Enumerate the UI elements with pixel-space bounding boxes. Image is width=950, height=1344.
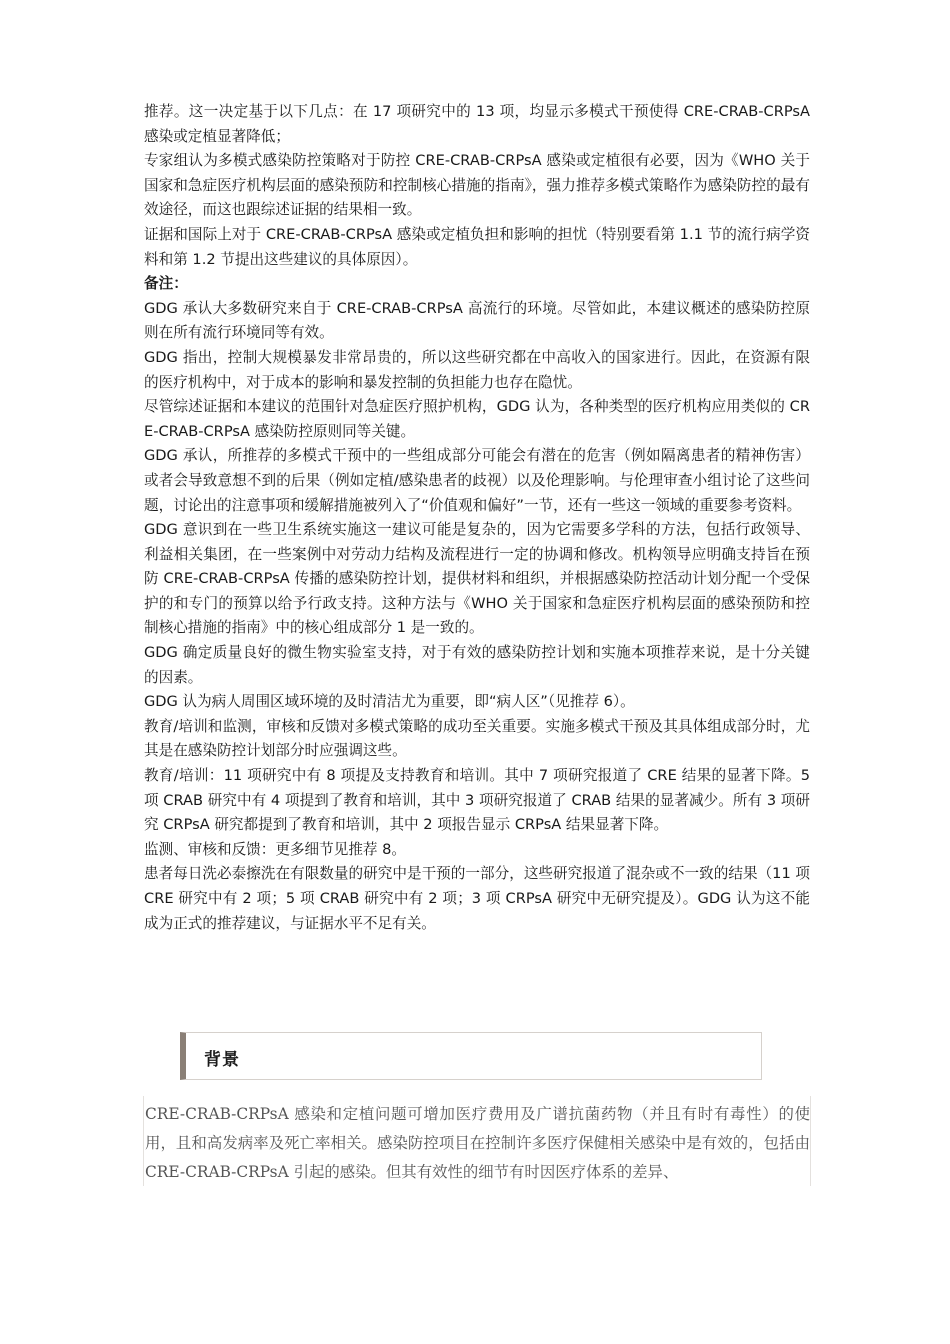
paragraph-remark-scope: 尽管综述证据和本建议的范围针对急症医疗照护机构，GDG 认为，各种类型的医疗机构应用类似的 CRE-CRAB-CRPsA 感染防控原则同等关键。 [144, 398, 810, 440]
section-header-background [180, 1032, 762, 1080]
paragraph-remark-prevalence: GDG 承认大多数研究来自于 CRE-CRAB-CRPsA 高流行的环境。尽管如此，本建议概述的感染防控原则在所有流行环境同等有效。 [144, 299, 810, 342]
paragraph-rationale: 推荐。这一决定基于以下几点：在 17 项研究中的 13 项，均显示多模式干预使得 CRE-CRAB-CRPsA 感染或定植显著降低； [144, 103, 810, 145]
paragraph-remark-education-monitoring: 教育/培训和监测，审核和反馈对多模式策略的成功至关重要。实施多模式干预及其具体组成部分时，尤其是在感染防控计划部分时应强调这些。 [144, 717, 810, 760]
document-body [144, 100, 810, 936]
paragraph-remark-harms: GDG 承认，所推荐的多模式干预中的一些组成部分可能会有潜在的危害（例如隔离患者的精神伤害）或者会导致意想不到的后果（例如定植/感染患者的歧视）以及伦理影响。与伦理审查小组讨论了这些问题，讨论出的注意事项和缓解措施被列入了“价值观和偏好”一节，还有一些这一领域的重要参考资料。 [144, 447, 810, 514]
paragraph-remark-cost: GDG 指出，控制大规模暴发非常昂贵的，所以这些研究都在中高收入的国家进行。因此，在资源有限的医疗机构中，对于成本的影响和暴发控制的负担能力也存在隐忧。 [144, 348, 810, 391]
paragraph-monitoring-audit: 监测、审核和反馈：更多细节见推荐 8。 [144, 840, 407, 858]
section-title: 背景 [204, 1050, 240, 1070]
paragraph-chlorhexidine: 患者每日洗必泰擦洗在有限数量的研究中是干预的一部分，这些研究报道了混杂或不一致的结果（11 项 CRE 研究中有 2 项；5 项 CRAB 研究中有 2 项；3 项 CRPsA 研究中无研究提及）。GDG 认为这不能成为正式的推荐建议，与证据水平不足有关。 [144, 865, 810, 932]
paragraph-remark-cleaning: GDG 认为病人周围区域环境的及时清洁尤为重要，即“病人区”（见推荐 6）。 [144, 693, 635, 711]
paragraph-burden: 证据和国际上对于 CRE-CRAB-CRPsA 感染或定植负担和影响的担忧（特别要看第 1.1 节的流行病学资料和第 1.2 节提出这些建议的具体原因）。 [144, 225, 810, 268]
remarks-heading: 备注： [144, 275, 188, 293]
paragraph-remark-laboratory: GDG 确定质量良好的微生物实验室支持，对于有效的感染防控计划和实施本项推荐来说，是十分关键的因素。 [144, 644, 810, 686]
paragraph-education-training: 教育/培训：11 项研究中有 8 项提及支持教育和培训。其中 7 项研究报道了 CRE 结果的显著下降。5 项 CRAB 研究中有 4 项提到了教育和培训，其中 3 项研究报道了 CRAB 结果的显著减少。所有 3 项研究 CRPsA 研究都提到了教育和培训，其中 2 项报告显示 CRPsA 结果显著下降。 [144, 767, 810, 834]
background-paragraph: CRE-CRAB-CRPsA 感染和定植问题可增加医疗费用及广谱抗菌药物（并且有时有毒性）的使用，且和高发病率及死亡率相关。感染防控项目在控制许多医疗保健相关感染中是有效的，包括由 CRE-CRAB-CRPsA 引起的感染。但其有效性的细节有时因医疗体系的差异、 [145, 1105, 810, 1181]
paragraph-remark-implementation: GDG 意识到在一些卫生系统实施这一建议可能是复杂的，因为它需要多学科的方法，包括行政领导、利益相关集团，在一些案例中对劳动力结构及流程进行一定的协调和修改。机构领导应明确支持旨在预防 CRE-CRAB-CRPsA 传播的感染防控计划，提供材料和组织，并根据感染防控活动计划分配一个受保护的和专门的预算以给予行政支持。这种方法与《WHO 关于国家和急症医疗机构层面的感染预防和控制核心措施的指南》中的核心组成部分 1 是一致的。 [144, 521, 810, 637]
background-textbox [143, 1096, 811, 1186]
paragraph-expert-opinion: 专家组认为多模式感染防控策略对于防控 CRE-CRAB-CRPsA 感染或定植很有必要，因为《WHO 关于国家和急症医疗机构层面的感染预防和控制核心措施的指南》，强力推荐多模式策略作为感染防控的最有效途径，而这也跟综述证据的结果相一致。 [144, 152, 810, 219]
